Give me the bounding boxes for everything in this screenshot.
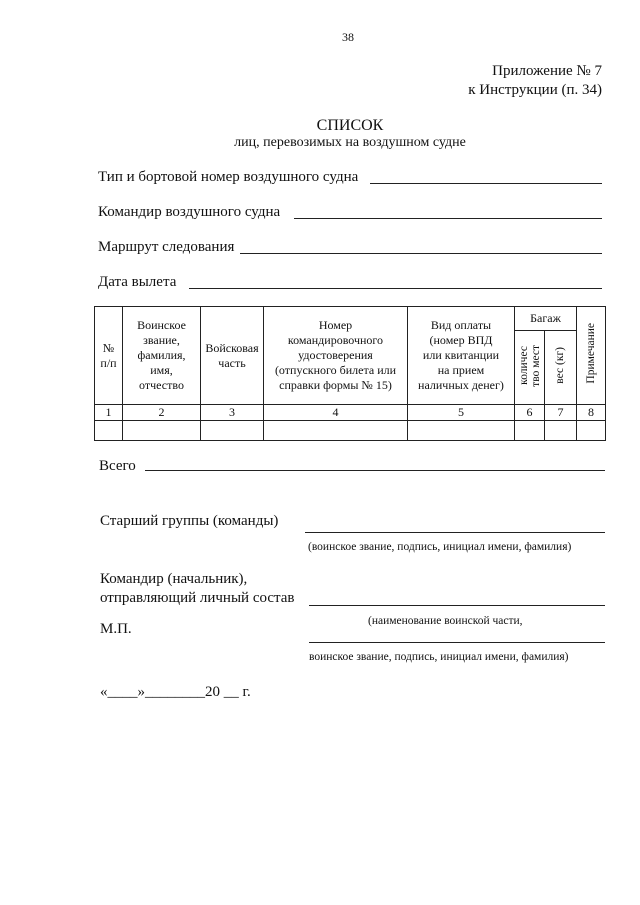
commander-label: Командир воздушного судна	[98, 204, 281, 220]
departure-date-label: Дата вылета	[98, 274, 177, 290]
commander-line	[294, 218, 602, 219]
document-subtitle: лиц, перевозимых на воздушном судне	[234, 135, 466, 150]
departure-date-line	[189, 288, 602, 289]
col-number-8: 8	[577, 405, 606, 421]
total-label: Всего	[99, 458, 136, 474]
header-note: Примечание	[577, 307, 606, 405]
document-title: СПИСОК	[316, 117, 384, 134]
col-number-2: 2	[123, 405, 201, 421]
col-number-6: 6	[515, 405, 545, 421]
col-number-3: 3	[201, 405, 264, 421]
col-number-1: 1	[95, 405, 123, 421]
senior-label: Старший группы (команды)	[100, 513, 279, 529]
stamp-label: М.П.	[100, 621, 132, 637]
header-payment: Вид оплаты (номер ВПД или квитанции на прием наличных денег)	[408, 307, 515, 405]
passenger-table	[94, 306, 606, 441]
route-label: Маршрут следования	[98, 239, 235, 255]
header-num: № п/п	[95, 307, 123, 405]
header-unit: Войсковая часть	[201, 307, 264, 405]
sender-label-2: отправляющий личный состав	[100, 590, 295, 606]
date-line: «____»________20 __ г.	[100, 684, 251, 700]
col-number-4: 4	[264, 405, 408, 421]
appendix-line-2: к Инструкции (п. 34)	[468, 82, 602, 98]
route-line	[240, 253, 602, 254]
table-row	[95, 421, 606, 441]
header-baggage-count: количес тво мест	[515, 331, 545, 405]
page-number: 38	[342, 30, 354, 44]
aircraft-label: Тип и бортовой номер воздушного судна	[98, 169, 359, 185]
col-number-5: 5	[408, 405, 515, 421]
header-document: Номер командировочного удостоверения (отпускного билета или справки формы № 15)	[264, 307, 408, 405]
header-baggage: Багаж	[515, 307, 577, 331]
appendix-reference	[468, 63, 602, 99]
sender-line-2	[309, 642, 605, 643]
sender-caption-2: воинское звание, подпись, инициал имени, фамилия)	[309, 651, 569, 663]
senior-line	[305, 532, 605, 533]
col-number-7: 7	[545, 405, 577, 421]
sender-label-1: Командир (начальник),	[100, 571, 248, 587]
sender-line-1	[309, 605, 605, 606]
aircraft-line	[370, 183, 602, 184]
header-baggage-weight: вес (кг)	[545, 331, 577, 405]
total-line	[145, 470, 605, 471]
header-rank-name: Воинское звание, фамилия, имя, отчество	[123, 307, 201, 405]
appendix-line-1: Приложение № 7	[492, 63, 602, 79]
sender-caption-1: (наименование воинской части,	[368, 615, 523, 627]
senior-caption: (воинское звание, подпись, инициал имени, фамилия)	[308, 541, 572, 553]
